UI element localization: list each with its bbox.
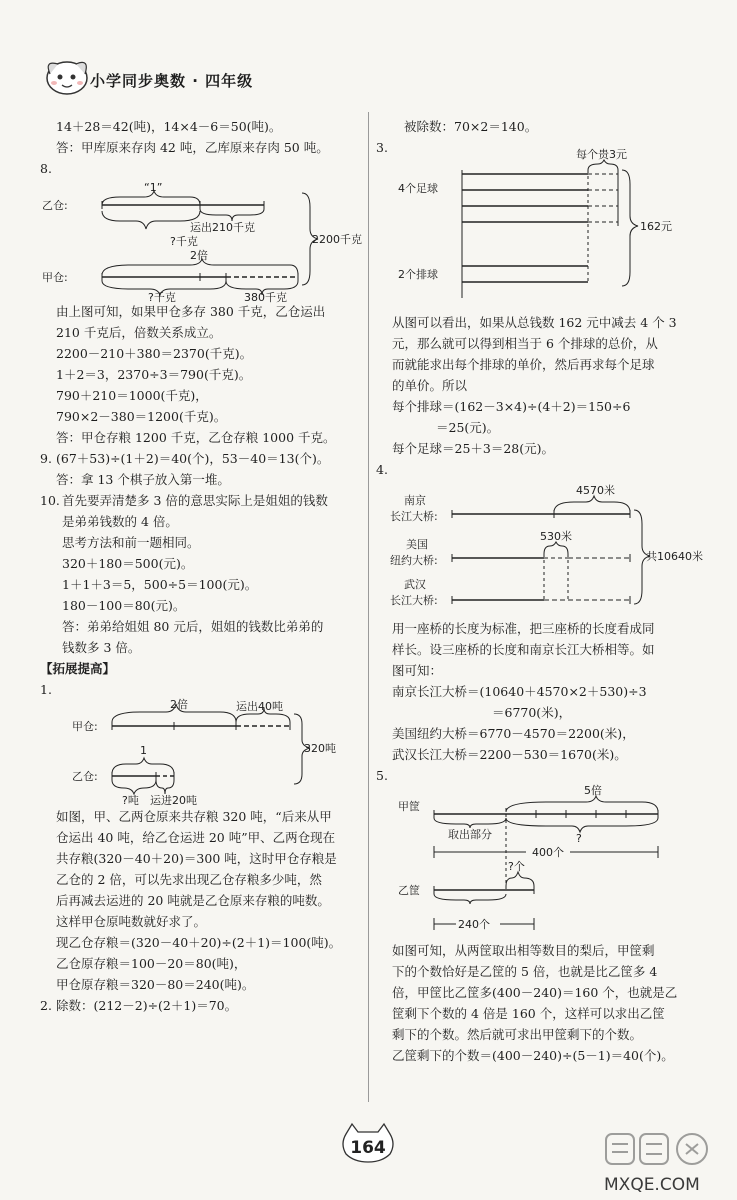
question-number: 3. <box>376 140 388 155</box>
text-line: 共存粮(320－40＋20)＝300 吨，这时甲仓存粮是 <box>56 851 337 866</box>
text-line: 180－100＝80(元)。 <box>62 598 186 613</box>
book-title: 小学同步奥数 · 四年级 <box>90 72 254 90</box>
text-line: 答：弟弟给姐姐 80 元后，姐姐的钱数比弟弟的 <box>62 619 324 634</box>
text-line: 图可知： <box>392 663 443 678</box>
text-line: 而就能求出每个排球的单价，然后再求每个足球 <box>392 357 655 372</box>
text-line: 答：拿 13 个棋子放入第一堆。 <box>56 472 230 487</box>
label-total-2200: 2200千克 <box>312 233 362 246</box>
text-line: 除数：(212－2)÷(2＋1)＝70。 <box>56 998 238 1013</box>
text-line: 由上图可知，如果甲仓多存 380 千克，乙仓运出 <box>56 304 326 319</box>
label-q-kg-top: ?千克 <box>170 235 198 248</box>
watermark <box>600 1130 720 1196</box>
text-line: 样长。设三座桥的长度和南京长江大桥相等。如 <box>392 642 655 657</box>
text-line: 是弟弟钱数的 4 倍。 <box>62 514 178 529</box>
text-line: 1＋2＝3，2370÷3＝790(千克)。 <box>56 367 252 382</box>
label-two-times: 2倍 <box>170 698 188 711</box>
text-line: 筐剩下个数的 4 倍是 160 个，这样可以求出乙筐 <box>392 1006 665 1021</box>
label-in-20: 运进20吨 <box>150 794 197 807</box>
label-one: 1 <box>140 744 147 757</box>
label-jia-basket: 甲筐 <box>398 800 420 813</box>
text-line: 2200－210＋380＝2370(千克)。 <box>56 346 253 361</box>
text-line: 210 千克后，倍数关系成立。 <box>56 325 222 340</box>
text-line: 790×2－380＝1200(千克)。 <box>56 409 227 424</box>
label-two-volleyball: 2个排球 <box>398 268 438 281</box>
text-line: (67＋53)÷(1＋2)＝40(个)，53－40＝13(个)。 <box>56 451 330 466</box>
label-4570: 4570米 <box>576 484 615 497</box>
diagram-q8 <box>40 179 362 304</box>
text-line: 14＋28＝42(吨)，14×4－6＝50(吨)。 <box>56 119 282 134</box>
page-number: 164 <box>350 1138 386 1158</box>
label-out-210: 运出210千克 <box>190 221 255 234</box>
watermark-logo-icon <box>606 1134 707 1164</box>
label-out-40: 运出40吨 <box>236 700 283 713</box>
text-line: 这样甲仓原吨数就好求了。 <box>56 914 207 929</box>
text-line: 每个排球＝(162－3×4)÷(4＋2)＝150÷6 <box>392 399 631 414</box>
text-line: 答：甲仓存粮 1200 千克，乙仓存粮 1000 千克。 <box>56 430 336 445</box>
label-us-1: 美国 <box>406 538 428 551</box>
diagram-q4 <box>376 480 706 608</box>
label-q-kg-bottom: ?千克 <box>148 291 176 304</box>
label-two-times: 2倍 <box>190 249 208 262</box>
page-header <box>40 52 340 102</box>
text-line: 甲仓原存粮＝320－80＝240(吨)。 <box>56 977 255 992</box>
diagram-q5 <box>376 786 706 932</box>
text-line: 倍，甲筐比乙筐多(400－240)＝160 个，也就是乙 <box>392 985 678 1000</box>
label-jia-cang: 甲仓: <box>42 271 68 284</box>
text-line: 如图，甲、乙两仓原来共存粮 320 吨，“后来从甲 <box>56 809 332 824</box>
label-q-count: ?个 <box>508 860 525 873</box>
question-number: 1. <box>40 682 52 697</box>
text-line: 现乙仓存粮＝(320－40＋20)÷(2＋1)＝100(吨)。 <box>56 935 342 950</box>
label-wuhan-1: 武汉 <box>404 578 426 591</box>
text-line: 的单价。所以 <box>392 378 468 393</box>
label-one: “1” <box>144 181 163 194</box>
label-yi-cang: 乙仓: <box>42 199 68 212</box>
label-each-3: 每个贵3元 <box>576 148 627 161</box>
question-number: 8. <box>40 161 52 176</box>
text-line: 用一座桥的长度为标准，把三座桥的长度看成同 <box>392 621 655 636</box>
label-240: 240个 <box>458 918 490 931</box>
label-q-ton: ?吨 <box>122 794 139 807</box>
text-line: 仓运出 40 吨，给乙仓运进 20 吨”甲、乙两仓现在 <box>56 830 336 845</box>
label-yi-cang: 乙仓: <box>72 770 98 783</box>
label-wuhan-2: 长江大桥: <box>390 594 438 607</box>
question-number: 2. <box>40 998 52 1013</box>
label-nanjing-1: 南京 <box>404 494 426 507</box>
text-line: 从图可以看出，如果从总钱数 162 元中减去 4 个 3 <box>392 315 677 330</box>
text-line: 下的个数恰好是乙筐的 5 倍，也就是比乙筐多 4 <box>392 964 658 979</box>
label-question: ? <box>576 832 582 845</box>
left-column <box>40 116 360 1016</box>
diagram-q3 <box>376 148 706 298</box>
mascot-logo-icon <box>40 52 92 98</box>
text-line: 790＋210＝1000(千克)， <box>56 388 208 403</box>
question-line <box>40 448 360 469</box>
right-column <box>376 116 706 1066</box>
label-five-times: 5倍 <box>584 784 602 797</box>
text-line: 如图可知，从两筐取出相等数目的梨后，甲筐剩 <box>392 943 655 958</box>
label-total-10640: 共10640米 <box>646 550 703 563</box>
question-line <box>40 995 360 1016</box>
diagram-extend-q1 <box>40 700 360 806</box>
text-line: 首先要弄清楚多 3 倍的意思实际上是姐姐的钱数 <box>62 493 328 508</box>
question-line <box>40 490 360 511</box>
text-line: 元，那么就可以得到相当于 6 个排球的总价，从 <box>392 336 658 351</box>
label-total-320: 320吨 <box>304 742 336 755</box>
question-number: 10. <box>40 493 60 508</box>
text-line: 思考方法和前一题相同。 <box>62 535 200 550</box>
text-line: ＝25(元)。 <box>436 420 500 435</box>
label-380-kg: 380千克 <box>244 291 287 304</box>
text-line: 武汉长江大桥＝2200－530＝1670(米)。 <box>392 747 627 762</box>
text-line: 1＋1＋3＝5，500÷5＝100(元)。 <box>62 577 258 592</box>
section-heading: 【拓展提高】 <box>40 661 116 676</box>
label-530: 530米 <box>540 530 572 543</box>
text-line: 320＋180＝500(元)。 <box>62 556 194 571</box>
text-line: 美国纽约大桥＝6770－4570＝2200(米)， <box>392 726 635 741</box>
question-number: 5. <box>376 768 388 783</box>
label-jia-cang: 甲仓: <box>72 720 98 733</box>
text-line: 乙仓原存粮＝100－20＝80(吨)， <box>56 956 247 971</box>
label-total-162: 162元 <box>640 220 672 233</box>
text-line: 被除数：70×2＝140。 <box>404 119 538 134</box>
text-line: 剩下的个数。然后就可求出甲筐剩下的个数。 <box>392 1027 643 1042</box>
question-number: 4. <box>376 462 388 477</box>
text-line: 乙仓的 2 倍，可以先求出现乙仓存粮多少吨，然 <box>56 872 322 887</box>
column-divider <box>368 112 369 1102</box>
question-number: 9. <box>40 451 52 466</box>
watermark-url: MXQE.COM <box>604 1175 700 1195</box>
label-yi-basket: 乙筐 <box>398 884 420 897</box>
text-line: 答：甲库原来存肉 42 吨，乙库原来存肉 50 吨。 <box>56 140 329 155</box>
label-four-football: 4个足球 <box>398 182 438 195</box>
text-line: 乙筐剩下的个数＝(400－240)÷(5－1)＝40(个)。 <box>392 1048 674 1063</box>
text-line: ＝6770(米)， <box>492 705 572 720</box>
label-take-out: 取出部分 <box>448 828 492 841</box>
text-line: 南京长江大桥＝(10640＋4570×2＋530)÷3 <box>392 684 647 699</box>
page-number-badge <box>338 1120 398 1164</box>
text-line: 钱数多 3 倍。 <box>62 640 141 655</box>
text-line: 每个足球＝25＋3＝28(元)。 <box>392 441 555 456</box>
label-400: 400个 <box>532 846 564 859</box>
label-us-2: 纽约大桥: <box>390 554 438 567</box>
label-nanjing-2: 长江大桥: <box>390 510 438 523</box>
text-line: 后再减去运进的 20 吨就是乙仓原来存粮的吨数。 <box>56 893 330 908</box>
